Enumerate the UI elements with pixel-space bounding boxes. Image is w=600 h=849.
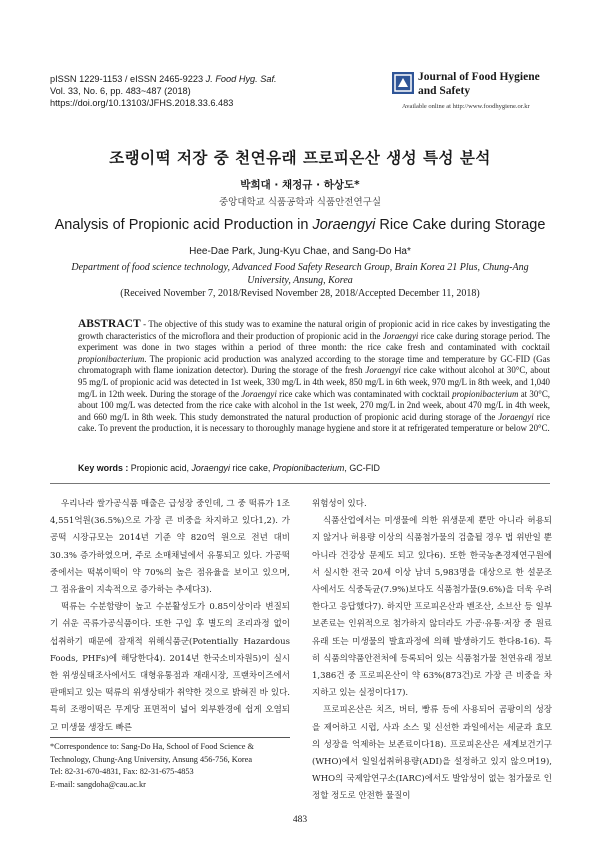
page-number: 483 [292,815,308,825]
issn-line: pISSN 1229-1153 / eISSN 2465-9223 [50,74,204,84]
english-title-part2: Rice Cake during Storage [375,217,546,233]
keywords [78,463,550,473]
footnote-line: Tel: 82-31-670-4831, Fax: 82-31-675-4853 [50,767,194,776]
volume-line: Vol. 33, No. 6, pp. 483~487 (2018) [50,86,191,96]
abstract-text: rice cake. To prevent the production, it is necessary to thoroughly manage hygiene and store it at refrigerated temperature or below 20°C. [78,411,550,434]
footnote-divider [50,737,290,738]
body-left-column [50,496,290,733]
abstract-italic: Joraengyi [365,365,401,376]
received-dates: (Received November 7, 2018/Revised November 28, 2018/Accepted December 11, 2018) [120,288,480,299]
logo-url[interactable]: Available online at http://www.foodhygiene.or.kr [402,103,530,110]
body-paragraph: 우리나라 쌀가공식품 매출은 급성장 중인데, 그 중 떡류가 1조 4,551억원(36.5%)으로 가장 큰 비중을 차지하고 있다1,2). 가공떡 시장규모는 2014년 기준 약 820억 원으로 전년 대비 30.3% 증가하였으며, 주로 소매채널에서 유통되고 있다. 가공떡 중에서는 떡볶이떡이 약 70%의 높은 점유율을 보이고 있으며, 그 점유율이 지속적으로 증가하는 추세다3). [50,499,290,596]
abstract-italic: Joraengyi [382,330,419,341]
abstract [78,319,550,435]
logo-title-line1: Journal of Food Hygiene [418,71,540,83]
keyword: rice cake, [229,463,273,473]
journal-emblem-icon [392,72,414,94]
abstract-text: - The objective of this study was to examine the natural origin of propionic acid in rice cakes by investigating the growth characteristics of the microflora and their production of propionic acid in the [78,319,550,341]
abstract-italic: propionibacterium [78,353,145,364]
abstract-text: rice cake without alcohol at 30°C, about 95 mg/L of propionic acid was detected in 1st week, 330 mg/L in 4th week, 850 mg/L in 6th week, 970 mg/L in 8th week, and 1,040 mg/L in 12th week. During the storage of the [78,365,550,399]
body-right-column [312,496,552,836]
korean-title: 조랭이떡 저장 중 천연유래 프로피온산 생성 특성 분석 [109,149,491,167]
journal-logo [392,66,542,118]
body-paragraph: 떡류는 수분함량이 높고 수분활성도가 0.85이상이라 변질되기 쉬운 곡류가공식품이다. 또한 구입 후 별도의 조리과정 없이 섭취하기 때문에 잠재적 위해식품군(Potentially Hazardous Foods, PHFs)에 해당한다4). 2014년 한국소비자원5)이 실시한 위생실태조사에서도 대형유통점과 재래시장, 프랜차이즈에서 판매되고 있는 떡류의 위생상태가 취약한 것으로 밝혀진 바 있다. 특히 조랭이떡은 무게당 표면적이 넓어 외부환경에 쉽게 오염되고 미생물 생장도 빠른 [50,602,290,733]
abstract-text: rice cake which was contaminated with cocktail [276,388,453,399]
abstract-label: ABSTRACT [78,318,141,330]
english-affiliation: Department of food science technology, Advanced Food Safety Research Group, Brain Korea 21 Plus, Chung-Ang University, Ansung, Korea [71,262,529,286]
abstract-italic: propionibacterium [452,388,519,399]
keywords-label: Key words : [78,463,129,473]
doi-link[interactable]: https://doi.org/10.13103/JFHS.2018.33.6.483 [50,98,234,108]
abstract-italic: Joraengyi [498,411,534,422]
abstract-text: rice cake during storage period. The experiment was done in two stages within a period of three month: the rice cake fresh and contaminated with cocktail [78,330,550,353]
english-authors: Hee-Dae Park, Jung-Kyu Chae, and Sang-Do Ha* [189,246,411,257]
footnote-line: *Correspondence to: Sang-Do Ha, School of Food Science & Technology, Chung-Ang University, Ansung 456-756, Korea [50,742,254,764]
footnote-email[interactable]: E-mail: sangdoha@cau.ac.kr [50,779,146,789]
keyword-italic: Propionibacterium [272,463,345,473]
korean-authors: 박희대 · 채정규 · 하상도* [240,179,360,191]
keyword-italic: Joraengyi [191,463,230,473]
journal-citation-header [50,73,380,109]
english-title-italic: Joraengyi [312,217,376,233]
abstract-text: . The propionic acid production was analyzed according to the storage time and temperature by GC-FID (Gas chromatograph with flame ionization detector). During the storage of the fresh [78,353,550,376]
keyword: , GC-FID [344,463,380,473]
journal-abbrev: J. Food Hyg. Saf. [205,74,277,84]
abstract-text: at 30°C, about 100 mg/L was detected from the rice cake with alcohol in the 1st week, 270 mg/L in 2nd week, about 470 mg/L in 4th week, and 660 mg/L in 8th week. This study demonstrated the natural production of propionic acid during storage of the [78,388,550,422]
section-divider [50,483,550,484]
logo-title-line2: and Safety [418,85,471,97]
body-paragraph: 프로피온산은 치즈, 버터, 빵류 등에 사용되어 곰팡이의 성장을 제어하고 시럽, 사과 소스 및 신선한 과일에서는 세균과 효모의 성장을 억제하는 보존료이다18). 프로피온산은 세계보건기구(WHO)에서 일일섭취허용량(ADI)을 설정하고 있지 않으며19), WHO의 국제암연구소(IARC)에서도 발암성이 없는 첨가물로 인정할 정도로 안전한 물질이 [312,705,552,802]
korean-affiliation: 중앙대학교 식품공학과 식품안전연구실 [218,197,382,208]
english-title-part1: Analysis of Propionic acid Production in [54,217,313,233]
body-paragraph: 식품산업에서는 미생물에 의한 위생문제 뿐만 아니라 허용되지 않거나 허용량 이상의 식품첨가물의 검출될 경우 법 위반일 뿐 아니라 건강상 문제도 되고 있다6). 또한 한국농촌경제연구원에서 실시한 전국 20세 이상 남녀 5,983명을 대상으로 한 설문조사에서도 식중독균(7.9%)보다도 식품첨가물(9.6%)을 더욱 우려한다고 응답했다7). 하지만 프로피온산과 벤조산, 소브산 등 일부 보존료는 인위적으로 첨가하지 않더라도 가공·유통·저장 중 원료 유래 또는 미생물의 발효과정에 의해 발생하기도 한다8-16). 특히 식품의약품안전처에 등록되어 있는 식품첨가물 천연유래 정보 1,386건 중 프로피온산이 약 63%(873건)로 가장 큰 비중을 차지하고 있는 실정이다17). [312,516,552,699]
correspondence-footnote [50,741,290,791]
body-paragraph: 위험성이 있다. [312,499,367,509]
abstract-italic: Joraengyi [241,388,277,399]
keyword: Propionic acid, [128,463,192,473]
english-title [0,217,600,233]
